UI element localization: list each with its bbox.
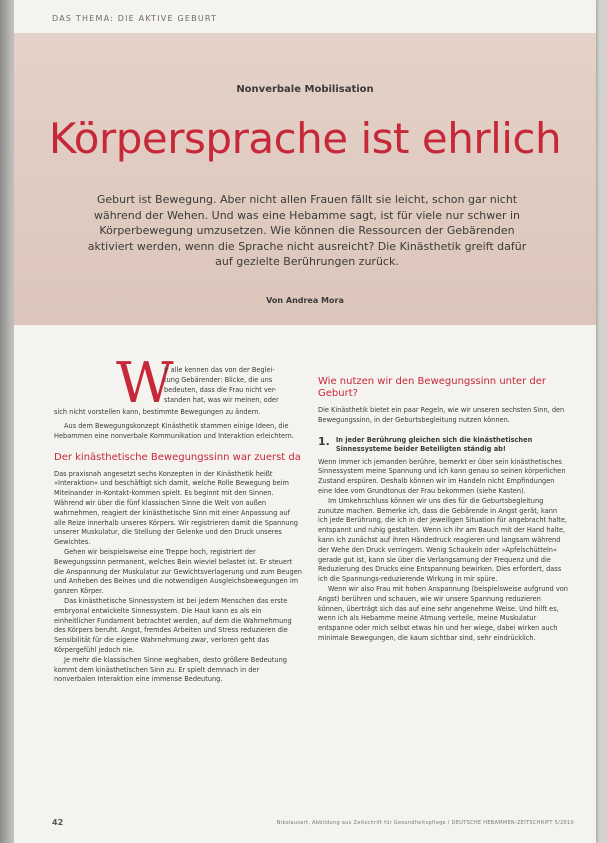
paragraph: Die Kinästhetik bietet ein paar Regeln, wie wir unseren sechsten Sinn, den Bewegungssinn, in der Geburtsbegleitung nutzen können. bbox=[318, 406, 565, 424]
paragraph: Wenn immer ich jemanden berühre, bemerkt er über sein kinästhetisches Sinnessystem meine Spannung und ich kann genau so seinen körperlichen Zustand erspüren. Deshalb können wir im Handeln nicht Empfindungen eine Idee vom Grundtonus der Frau bekommen (siehe Kasten). bbox=[318, 457, 566, 495]
numbered-heading bbox=[318, 436, 568, 454]
dropcap-block bbox=[54, 351, 302, 422]
paragraph: Je mehr die klassischen Sinne weghaben, desto größere Bedeutung kommt dem kinästhetischen Sinn zu. Er spielt demnach in der nonverbalen Interaktion eine immense Bedeutung. bbox=[54, 655, 287, 684]
heading-text: In jeder Berührung gleichen sich die kinästhetischen Sinnessysteme beider Beteiligten ständig ab! bbox=[335, 435, 533, 453]
paragraph: Aus dem Bewegungskonzept Kinästhetik stammen einige Ideen, die Hebammen eine nonverbale Kommunikation und Interaktion erleichtern. bbox=[54, 422, 294, 440]
left-column bbox=[54, 351, 302, 685]
intro-line: standen hat, was wir meinen, oder bbox=[164, 396, 279, 404]
subheading: Der kinästhetische Bewegungssinn war zuerst da bbox=[54, 451, 301, 463]
paragraph: Wenn wir also Frau mit hohen Anspannung (beispielsweise aufgrund von Angst) berühren und schauen, wie wir unsere Spannung reduzieren können, überträgt sich das auf eine sehr angenehme Weise. Und hilft es, wenn ich als Hebamme meine Atmung verteile, meine Muskulatur entspanne oder mich selbst etwas hin und her wiege, dabei wirken auch minimale Bewegungen, die kaum sichtbar sind, sehr eindrücklich. bbox=[318, 584, 568, 642]
section-rubric: DAS THEMA: DIE AKTIVE GEBURT bbox=[52, 14, 218, 23]
intro-line: ir alle kennen das von der Beglei- bbox=[164, 366, 275, 374]
kicker: Nonverbale Mobilisation bbox=[236, 84, 374, 95]
magazine-page bbox=[14, 0, 596, 843]
byline: Von Andrea Mora bbox=[266, 296, 344, 305]
dropcap: W bbox=[116, 351, 174, 416]
article-title: Körpersprache ist ehrlich bbox=[48, 114, 562, 163]
lead-paragraph: Geburt ist Bewegung. Aber nicht allen Frauen fällt sie leicht, schon gar nicht während der Wehen. Und was eine Hebamme sagt, ist für viele nur schwer in Körperbewegung umzusetzen. Wie können die Ressourcen der Gebärenden aktiviert werden, wenn die Sprache nicht ausreicht? Die Kinästhetik greift dafür auf gezielte Berührungen zurück. bbox=[87, 193, 527, 268]
paragraph: Im Umkehrschluss können wir uns dies für die Geburtsbegleitung zunutze machen. Bemerke ich, dass die Gebärende in Angst gerät, kann ich jede Berührung, die ich in der jeweiligen Situation für angebracht halte, entspannt und ruhig gestalten. Wenn ich ihr am Bauch mit der Hand halte, kann ich zunächst auf ihren Händedruck reagieren und langsam während der Wehe den Druck verringern. Wenig Schaukeln oder »Apfelschütteln« gerade gut ist, kann sie über die Verlangsamung der Frequenz und die Reduzierung des Drucks eine Entspannung bewirken. Dies erfordert, dass ich die Spannungs-reduzierende Wirkung in mir spüre. bbox=[318, 496, 567, 584]
page-gutter bbox=[0, 0, 14, 843]
paragraph: Das kinästhetische Sinnessystem ist bei jedem Menschen das erste embryonal entwickelte Sinnessystem. Die Haut kann es als ein einheitlicher Fundament betrachtet werden, auf dem die Wahrnehmung des Körpers beruht. Angst, fremdes Arbeiten und Stress reduzieren die Sensibilität für die eigene Wahrnehmung zwar, verloren geht das Körpergefühl jedoch nie. bbox=[54, 596, 292, 654]
page-number: 42 bbox=[52, 818, 64, 827]
paragraph: Gehen wir beispielsweise eine Treppe hoch, registriert der Bewegungssinn permanent, welches Bein wieviel belastet ist. Er steuert die Anspannung der Muskulatur zur Gewichtsverlagerung und zum Beugen und Anheben des Beines und die notwendigen Ausgleichsbewegungen im ganzen Körper. bbox=[54, 547, 302, 596]
heading-number: 1. bbox=[318, 434, 330, 448]
header-box bbox=[14, 33, 596, 325]
footer-source: Nikolausart, Abbildung aus Zeitschrift für Gesundheitspflege / DEUTSCHE HEBAMMEN-ZEITSCHRIFT 5/2010 bbox=[276, 820, 574, 826]
intro-line: bedeuten, dass die Frau nicht ver- bbox=[164, 386, 277, 394]
intro-line: sich nicht vorstellen kann, bestimmte Bewegungen zu ändern. bbox=[54, 408, 261, 416]
subheading: Wie nutzen wir den Bewegungssinn unter der Geburt? bbox=[318, 376, 546, 399]
right-column bbox=[318, 376, 568, 644]
intro-line: tung Gebärender: Blicke, die uns bbox=[164, 376, 273, 384]
paragraph: Das praxisnah angesetzt sechs Konzepten in der Kinästhetik heißt »Interaktion« und beschäftigt sich damit, welche Rolle Bewegung beim Miteinander in-Kontakt-kommen spielt. Es beginnt mit den Sinnen. Während wir über die fünf klassischen Sinne die Welt von außen wahrnehmen, reagiert der kinästhetische Sinn mit einer Anpassung auf alle Reize innerhalb unseres Körpers. Wir registrieren damit die Spannung unserer Muskulatur, die Stellung der Gelenke und den Druck unseres Gewichtes. bbox=[54, 469, 298, 547]
